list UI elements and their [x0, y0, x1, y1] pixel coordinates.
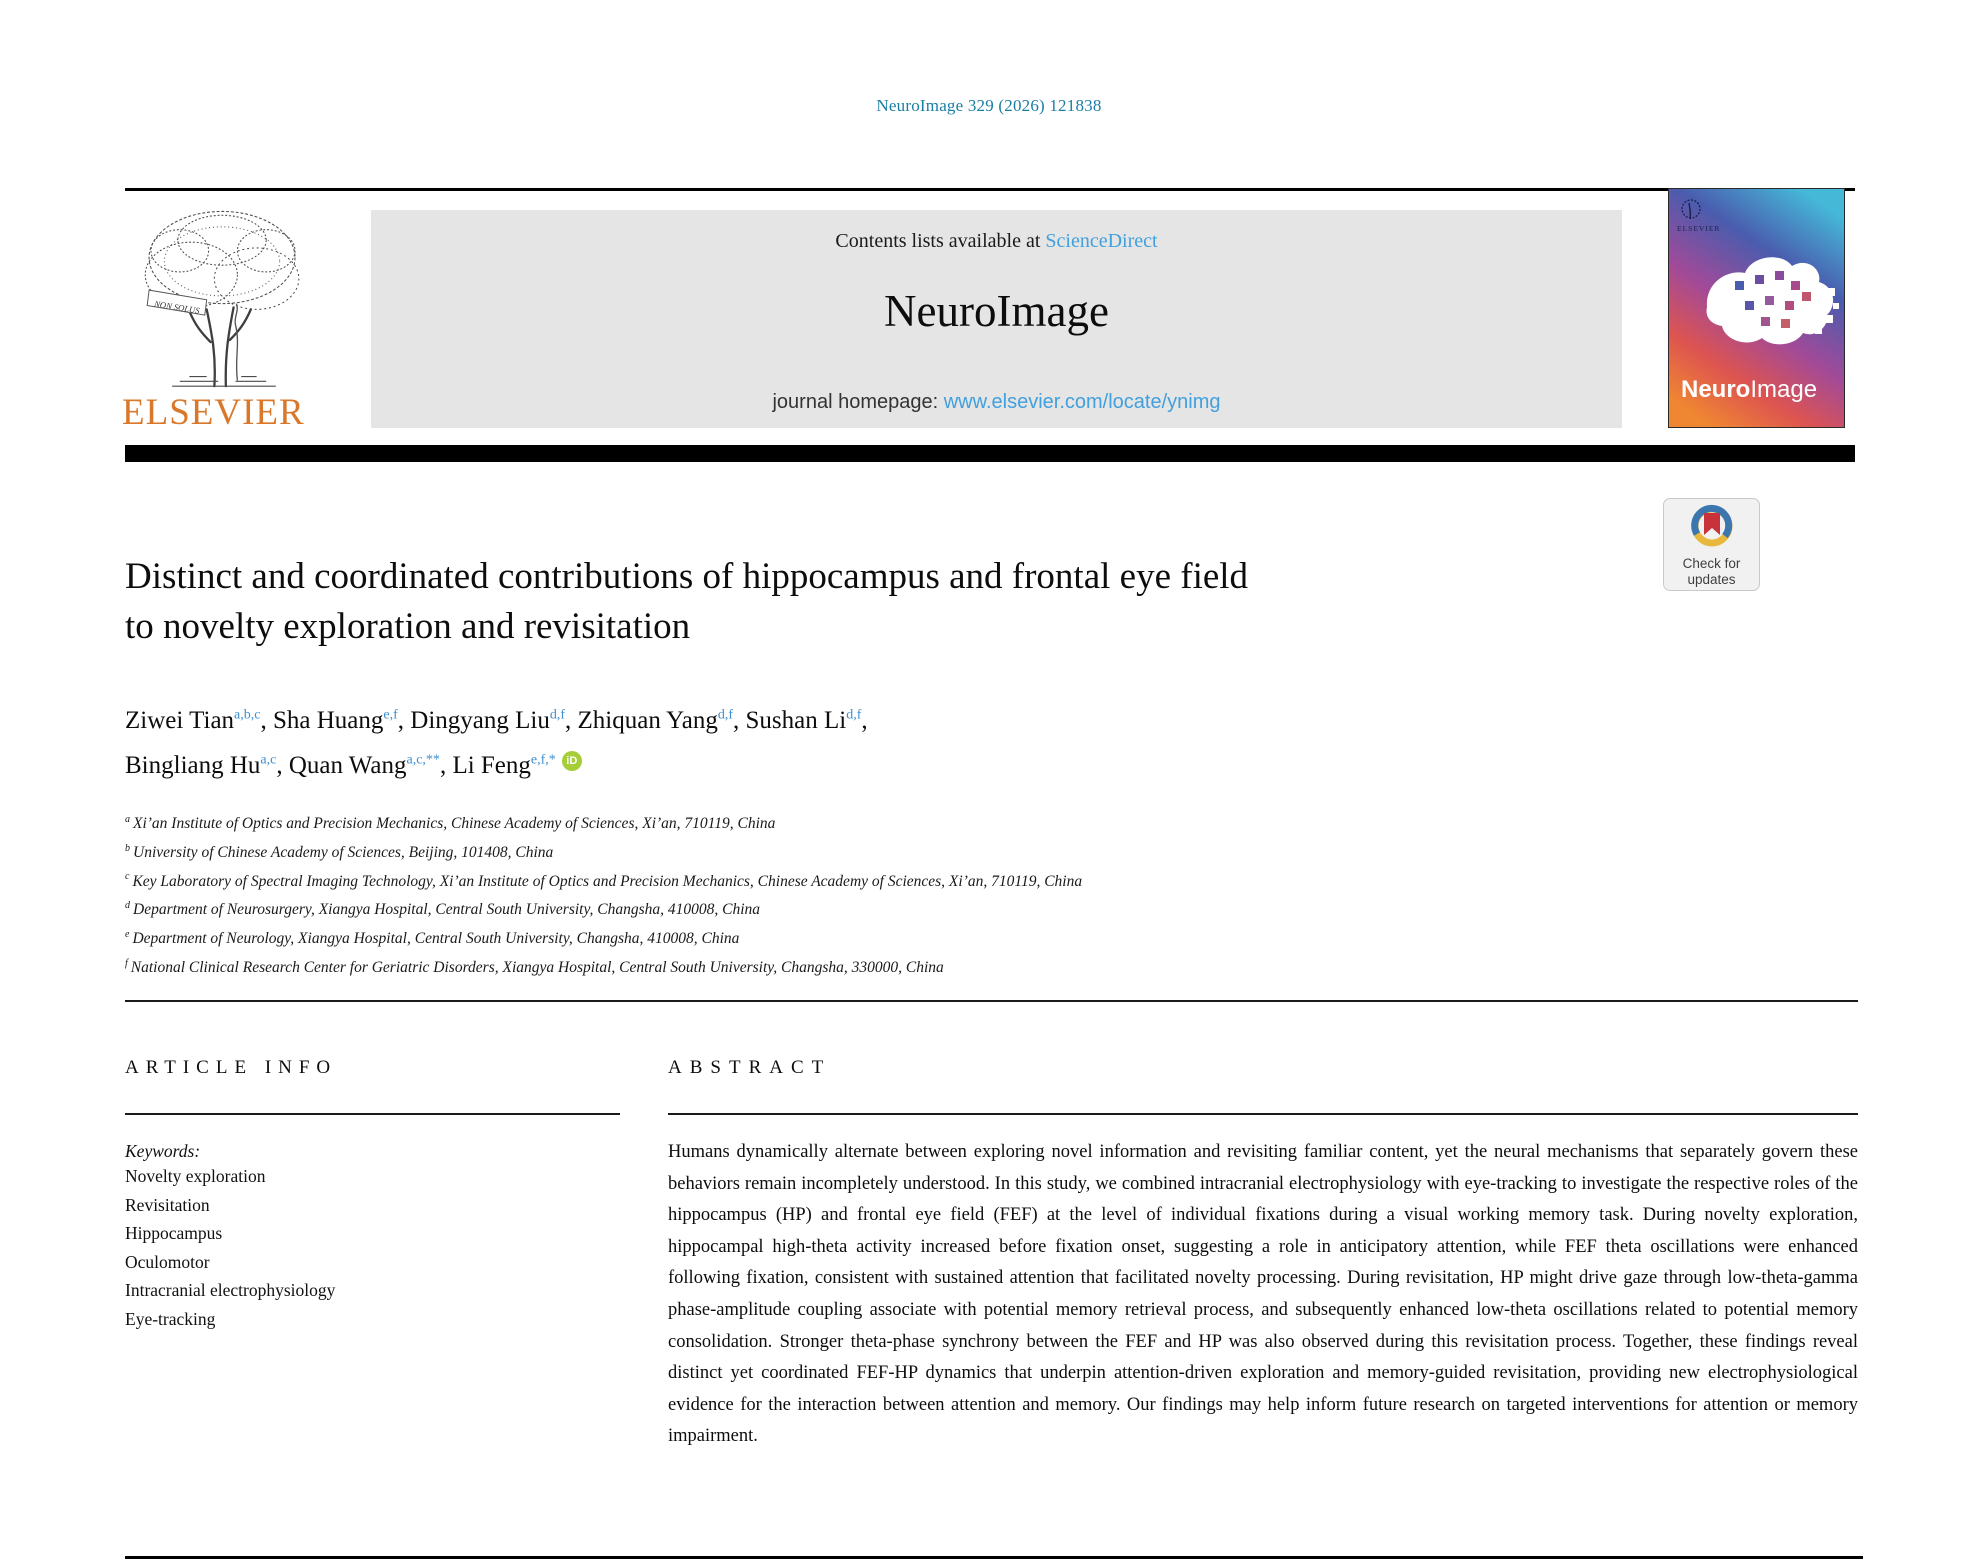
- article-info-rule: [125, 1113, 620, 1115]
- check-for-updates-badge[interactable]: [1663, 498, 1760, 591]
- author-affil-sup: a,c: [260, 752, 277, 768]
- cover-wordmark: NeuroImage: [1681, 376, 1818, 403]
- journal-name: NeuroImage: [884, 286, 1109, 336]
- affiliation-bottom-rule: [125, 1000, 1858, 1002]
- keywords-label: Keywords:: [125, 1141, 201, 1161]
- author: Li Feng$^{e,f,*}$: [452, 752, 556, 779]
- author-affil-sup: d,f: [846, 707, 862, 723]
- author-list: [125, 698, 1645, 788]
- header-thick-rule: [125, 445, 1855, 462]
- affiliation-row: $^b$ University of Chinese Academy of Sciences, Beijing, 101408, China: [125, 842, 554, 861]
- journal-citation: NeuroImage 329 (2026) 121838: [876, 96, 1102, 115]
- keyword-item: Novelty exploration: [125, 1166, 266, 1186]
- author-affil-sup: d,f: [549, 707, 566, 723]
- author-affil-sup: e,f,*: [530, 752, 556, 768]
- article-title-line1: Distinct and coordinated contributions of hippocampus and frontal eye field: [125, 556, 1249, 597]
- author-affil-sup: e,f: [383, 707, 398, 723]
- affiliation-row: $^c$ Key Laboratory of Spectral Imaging Technology, Xi’an Institute of Optics and Precision Mechanics, Chinese Academy of Sciences, Xi’an, 710119, China: [125, 871, 1083, 890]
- article-info-section: [125, 1057, 620, 1334]
- check-for-updates-icon: [1689, 503, 1735, 549]
- abstract-text: Humans dynamically alternate between exploring novel information and revisiting familiar content, yet the neural mechanisms that separately govern these behaviors remain incompletely understood. In this study, we combined intracranial electrophysiology with eye-tracking to investigate the respective roles of the hippocampus (HP) and frontal eye field (FEF) at the level of individual fixations during a visual working memory task. During novelty exploration, hippocampal high-theta activity increased before fixation onset, suggesting a role in anticipatory attention, while FEF theta oscillations were enhanced following fixation, consistent with sustained attention that facilitated novelty processing. During revisitation, HP might drive gaze through low-theta-gamma phase-amplitude coupling associate with potential memory retrieval process, and subsequently enhanced low-theta oscillations related to potential memory consolidation. Stronger theta-phase synchrony between the FEF and HP was also observed during this revisitation process. Together, these findings reveal distinct yet coordinated FEF-HP dynamics that underpin attention-driven exploration and memory-guided revisitation, providing new electrophysiological evidence for the interaction between attention and memory. Our findings may help inform future research on targeted interventions for attention or memory impairment.: [668, 1142, 1858, 1447]
- keyword-item: Hippocampus: [125, 1223, 223, 1244]
- affiliation-row: $^f$ National Clinical Research Center for Geriatric Disorders, Xiangya Hospital, Central South University, Changsha, 330000, China: [125, 957, 944, 976]
- journal-cover-thumbnail: [1668, 188, 1845, 428]
- header-top-rule: [125, 188, 1855, 191]
- affiliation-list: [125, 810, 1855, 983]
- homepage-url-link[interactable]: www.elsevier.com/locate/ynimg: [943, 391, 1221, 413]
- author: Dingyang Liu$^{d,f}$,: [410, 707, 578, 734]
- elsevier-tree-logo: [118, 198, 328, 390]
- author-affil-sup: a,b,c: [234, 707, 261, 723]
- abstract-rule: [668, 1113, 1858, 1115]
- cover-publisher-label: ELSEVIER: [1677, 224, 1721, 233]
- affiliation-row: $^a$ Xi’an Institute of Optics and Precision Mechanics, Chinese Academy of Sciences, Xi’an, 710119, China: [125, 813, 776, 832]
- journal-header-box: [371, 210, 1622, 428]
- contents-line: [371, 230, 1622, 253]
- footnote-separator-rule: [125, 1556, 1863, 1559]
- homepage-line: [371, 391, 1622, 414]
- abstract-heading: ABSTRACT: [668, 1057, 832, 1078]
- journal-cover-art: [1669, 189, 1844, 427]
- keyword-item: Revisitation: [125, 1194, 210, 1215]
- author: Quan Wang$^{a,c,**}$,: [288, 752, 453, 779]
- homepage-prefix: journal homepage:: [772, 391, 944, 413]
- sciencedirect-link[interactable]: ScienceDirect: [1045, 230, 1158, 252]
- article-title-line2: to novelty exploration and revisitation: [125, 606, 691, 647]
- elsevier-tree-icon: [118, 198, 328, 390]
- affiliation-row: $^e$ Department of Neurology, Xiangya Hospital, Central South University, Changsha, 410008, China: [125, 929, 740, 948]
- keyword-item: Oculomotor: [125, 1251, 210, 1272]
- keyword-item: Intracranial electrophysiology: [125, 1280, 336, 1301]
- contents-prefix: Contents lists available at: [835, 230, 1046, 252]
- author: Sha Huang$^{e,f}$,: [272, 707, 411, 734]
- article-info-heading: ARTICLE INFO: [125, 1057, 338, 1078]
- author-affil-sup: a,c,**: [406, 752, 440, 768]
- author: Ziwei Tian$^{a,b,c}$,: [125, 707, 273, 734]
- elsevier-wordmark: ELSEVIER: [122, 392, 305, 433]
- elsevier-motto-text: NON SOLUS: [153, 298, 201, 316]
- article-title: [125, 552, 1645, 652]
- author: Sushan Li$^{d,f}$,: [745, 707, 868, 734]
- affiliation-row: $^d$ Department of Neurosurgery, Xiangya Hospital, Central South University, Changsha, 410008, China: [125, 900, 761, 919]
- check-badge-label: Check for updates: [1682, 556, 1741, 587]
- keyword-item: Eye-tracking: [125, 1308, 216, 1329]
- abstract-section: [668, 1057, 1858, 1453]
- author: Zhiquan Yang$^{d,f}$,: [577, 707, 746, 734]
- orcid-icon[interactable]: iD: [562, 751, 582, 771]
- author: Bingliang Hu$^{a,c}$,: [125, 752, 289, 779]
- author-affil-sup: d,f: [717, 707, 733, 723]
